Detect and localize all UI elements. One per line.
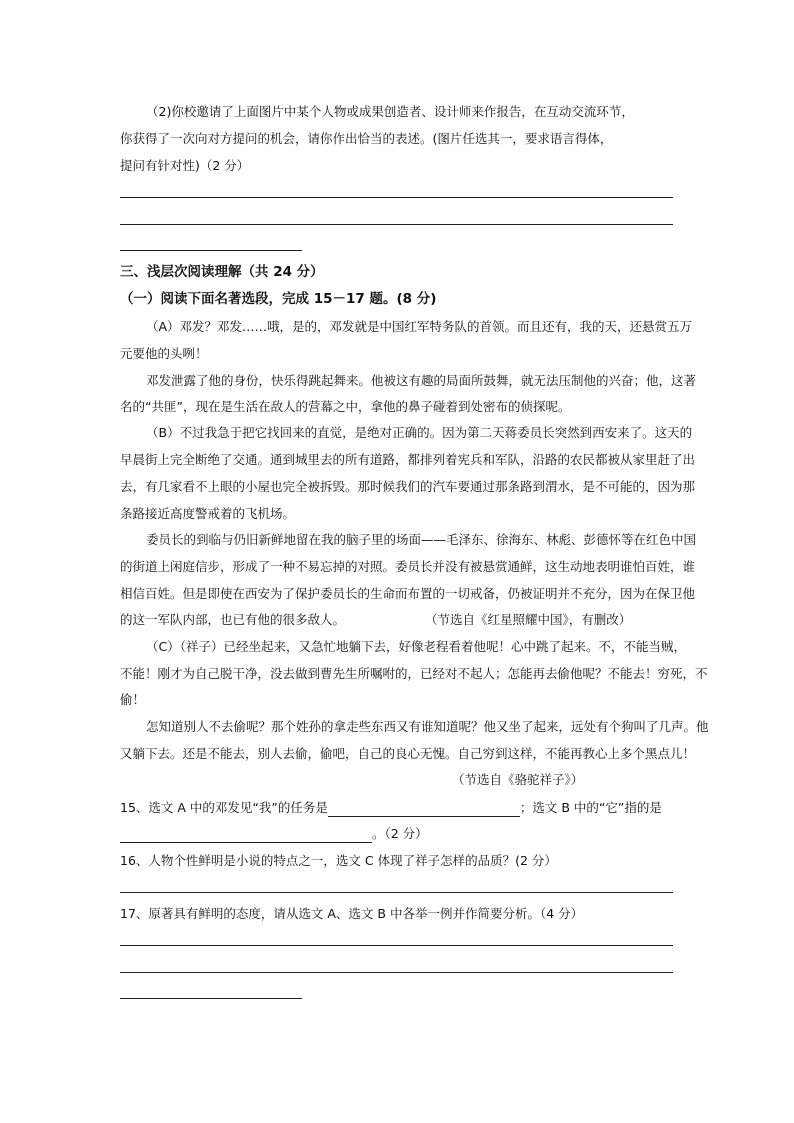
answer-line[interactable] [120, 224, 673, 225]
answer-line[interactable] [120, 197, 673, 198]
answer-blank[interactable] [328, 802, 520, 817]
passage-b-line: 去，有几家看不上眼的小屋也完全被拆毁。那时候我们的汽车要通过那条路到渭水，是不可能的，因为那 [120, 479, 696, 494]
passage-b-line: 条路接近高度警戒着的飞机场。 [120, 506, 296, 521]
answer-line[interactable] [120, 250, 302, 251]
passage-b-line: 委员长的到临与仍旧新鲜地留在我的脑子里的场面——毛泽东、徐海东、林彪、彭德怀等在红色中国 [146, 532, 697, 547]
passage-c-line: 偷！ [120, 692, 146, 707]
question-17-text: 17、原著具有鲜明的态度，请从选文 A、选文 B 中各举一例并作简要分析。（4 分） [120, 906, 584, 921]
question-15-row [120, 799, 662, 817]
q2-line-2: 你获得了一次向对方提问的机会，请你作出恰当的表述。(图片任选其一，要求语言得体， [120, 131, 613, 146]
answer-line[interactable] [120, 998, 302, 999]
answer-blank[interactable] [120, 828, 372, 843]
question-15-text-b: ；选文 B 中的“它”指的是 [519, 800, 662, 815]
passage-b-source: （节选自《红星照耀中国》，有删改） [425, 612, 632, 627]
passage-b-line: 的街道上闲庭信步，形成了一种不易忘掉的对照。委员长并没有被悬赏通鲜，这生动地表明谁怕百姓，谁 [120, 559, 696, 574]
passage-b-line: 早晨街上完全断绝了交通。通到城里去的所有道路，都排列着宪兵和军队，沿路的农民都被从家里赶了出 [120, 452, 696, 467]
question-15-points: 。（2 分） [372, 826, 428, 841]
passage-a-line: 邓发泄露了他的身份，快乐得跳起舞来。他被这有趣的局面所鼓舞，就无法压制他的兴奋；他，这著 [146, 373, 697, 388]
passage-b-line: 的这一军队内部，也已有他的很多敌人。 [120, 612, 346, 627]
question-16-text: 16、人物个性鲜明是小说的特点之一，选文 C 体现了祥子怎样的品质？(2 分） [120, 853, 557, 868]
passage-c-line: 又躺下去。还是不能去，别人去偷，偷吧，自己的良心无愧。自己穷到这样，不能再教心上多个黑点儿！ [120, 746, 696, 761]
section-heading: 三、浅层次阅读理解（共 24 分） [120, 264, 324, 280]
passage-a-line: 名的“共匪”，现在是生活在敌人的营幕之中，拿他的鼻子碰着到处密布的侦探呢。 [120, 399, 571, 414]
passage-c-line: 不能！刚才为自己脱干净，没去做到曹先生所嘱咐的，已经对不起人；怎能再去偷他呢？不能去！穷死，不 [120, 666, 708, 681]
q2-line-1: （2)你校邀请了上面图片中某个人物或成果创造者、设计师来作报告，在互动交流环节， [146, 104, 634, 119]
section-subheading: （一）阅读下面名著选段，完成 15－17 题。(8 分) [120, 291, 437, 307]
answer-line[interactable] [120, 892, 673, 893]
answer-line[interactable] [120, 945, 673, 946]
passage-b-line: 相信百姓。但是即使在西安为了保护委员长的生命而布置的一切戒备，仍被证明并不充分，因为在保卫他 [120, 586, 696, 601]
question-15-text: 15、选文 A 中的邓发见“我”的任务是 [120, 800, 328, 815]
passage-c-line: 怎知道别人不去偷呢？那个姓孙的拿走些东西又有谁知道呢？他又坐了起来，远处有个狗叫了几声。他 [146, 719, 709, 734]
answer-line[interactable] [120, 972, 673, 973]
passage-c-source: （节选自《骆驼祥子》） [452, 772, 584, 787]
question-15-row-2 [120, 825, 428, 843]
passage-c-line: （C）（祥子）已经坐起来，又急忙地躺下去，好像老程看着他呢！心中跳了起来。不，不能当贼， [146, 639, 686, 654]
passage-a-line: 元要他的头咧！ [120, 346, 208, 361]
q2-line-3: 提问有针对性)（2 分） [120, 158, 250, 173]
passage-a-line: （A）邓发？邓发……哦，是的，邓发就是中国红军特务队的首领。而且还有，我的天，还悬赏五万 [146, 319, 693, 334]
passage-b-line: （B）不过我急于把它找回来的直觉，是绝对正确的。因为第二天蒋委员长突然到西安来了。这天的 [146, 425, 693, 440]
